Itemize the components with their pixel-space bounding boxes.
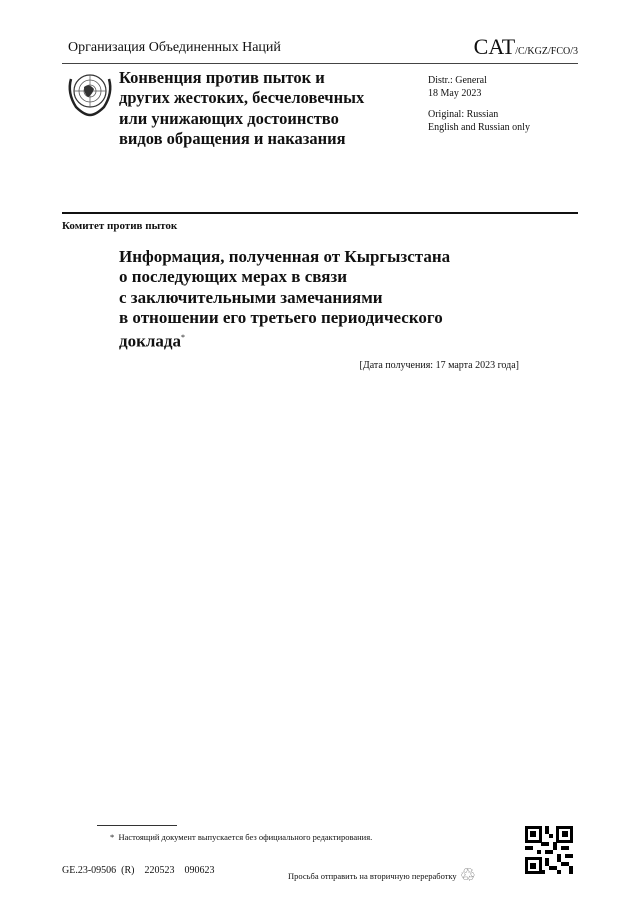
job-number: GE.23-09506 (R) 220523 090623 (62, 865, 215, 876)
original-language: Original: Russian (428, 109, 499, 120)
footnote-mark: * (110, 832, 115, 842)
issue-date: 18 May 2023 (428, 88, 482, 99)
organization-name: Организация Объединенных Наций (68, 40, 281, 55)
title-line: в отношении его третьего периодического (119, 307, 443, 327)
footnote-rule (97, 825, 177, 826)
symbol-main: CAT (473, 34, 516, 59)
convention-line: или унижающих достоинство (119, 108, 339, 128)
languages: English and Russian only (428, 122, 530, 133)
recycle-icon: ♲ (459, 865, 476, 885)
convention-line: Конвенция против пыток и (119, 68, 325, 87)
header-rule (62, 63, 578, 64)
received-date: [Дата получения: 17 марта 2023 года] (359, 360, 519, 371)
title-line: о последующих мерах в связи (119, 267, 348, 287)
title-line: доклада (119, 331, 182, 351)
convention-line: видов обращения и наказания (119, 128, 346, 148)
title-line: Информация, полученная от Кыргызстана (119, 247, 451, 266)
recycle-note (288, 865, 476, 886)
convention-title (119, 68, 409, 149)
document-title (119, 247, 539, 352)
footnote-text: Настоящий документ выпускается без официального редактирования. (118, 832, 373, 842)
distr: Distr.: General (428, 75, 487, 86)
convention-line: других жестоких, бесчеловечных (119, 88, 365, 108)
footnote (110, 832, 372, 842)
section-rule (62, 212, 578, 214)
document-symbol (474, 34, 578, 60)
un-emblem-icon (64, 67, 116, 119)
distribution-info (428, 74, 530, 134)
recycle-text: Просьба отправить на вторичную переработку (288, 870, 457, 881)
footnote-ref[interactable]: * (181, 333, 186, 343)
title-line: с заключительными замечаниями (119, 287, 383, 307)
committee-name: Комитет против пыток (62, 220, 178, 232)
qr-code-icon (525, 826, 573, 874)
symbol-suffix: /C/KGZ/FCO/3 (515, 46, 578, 57)
